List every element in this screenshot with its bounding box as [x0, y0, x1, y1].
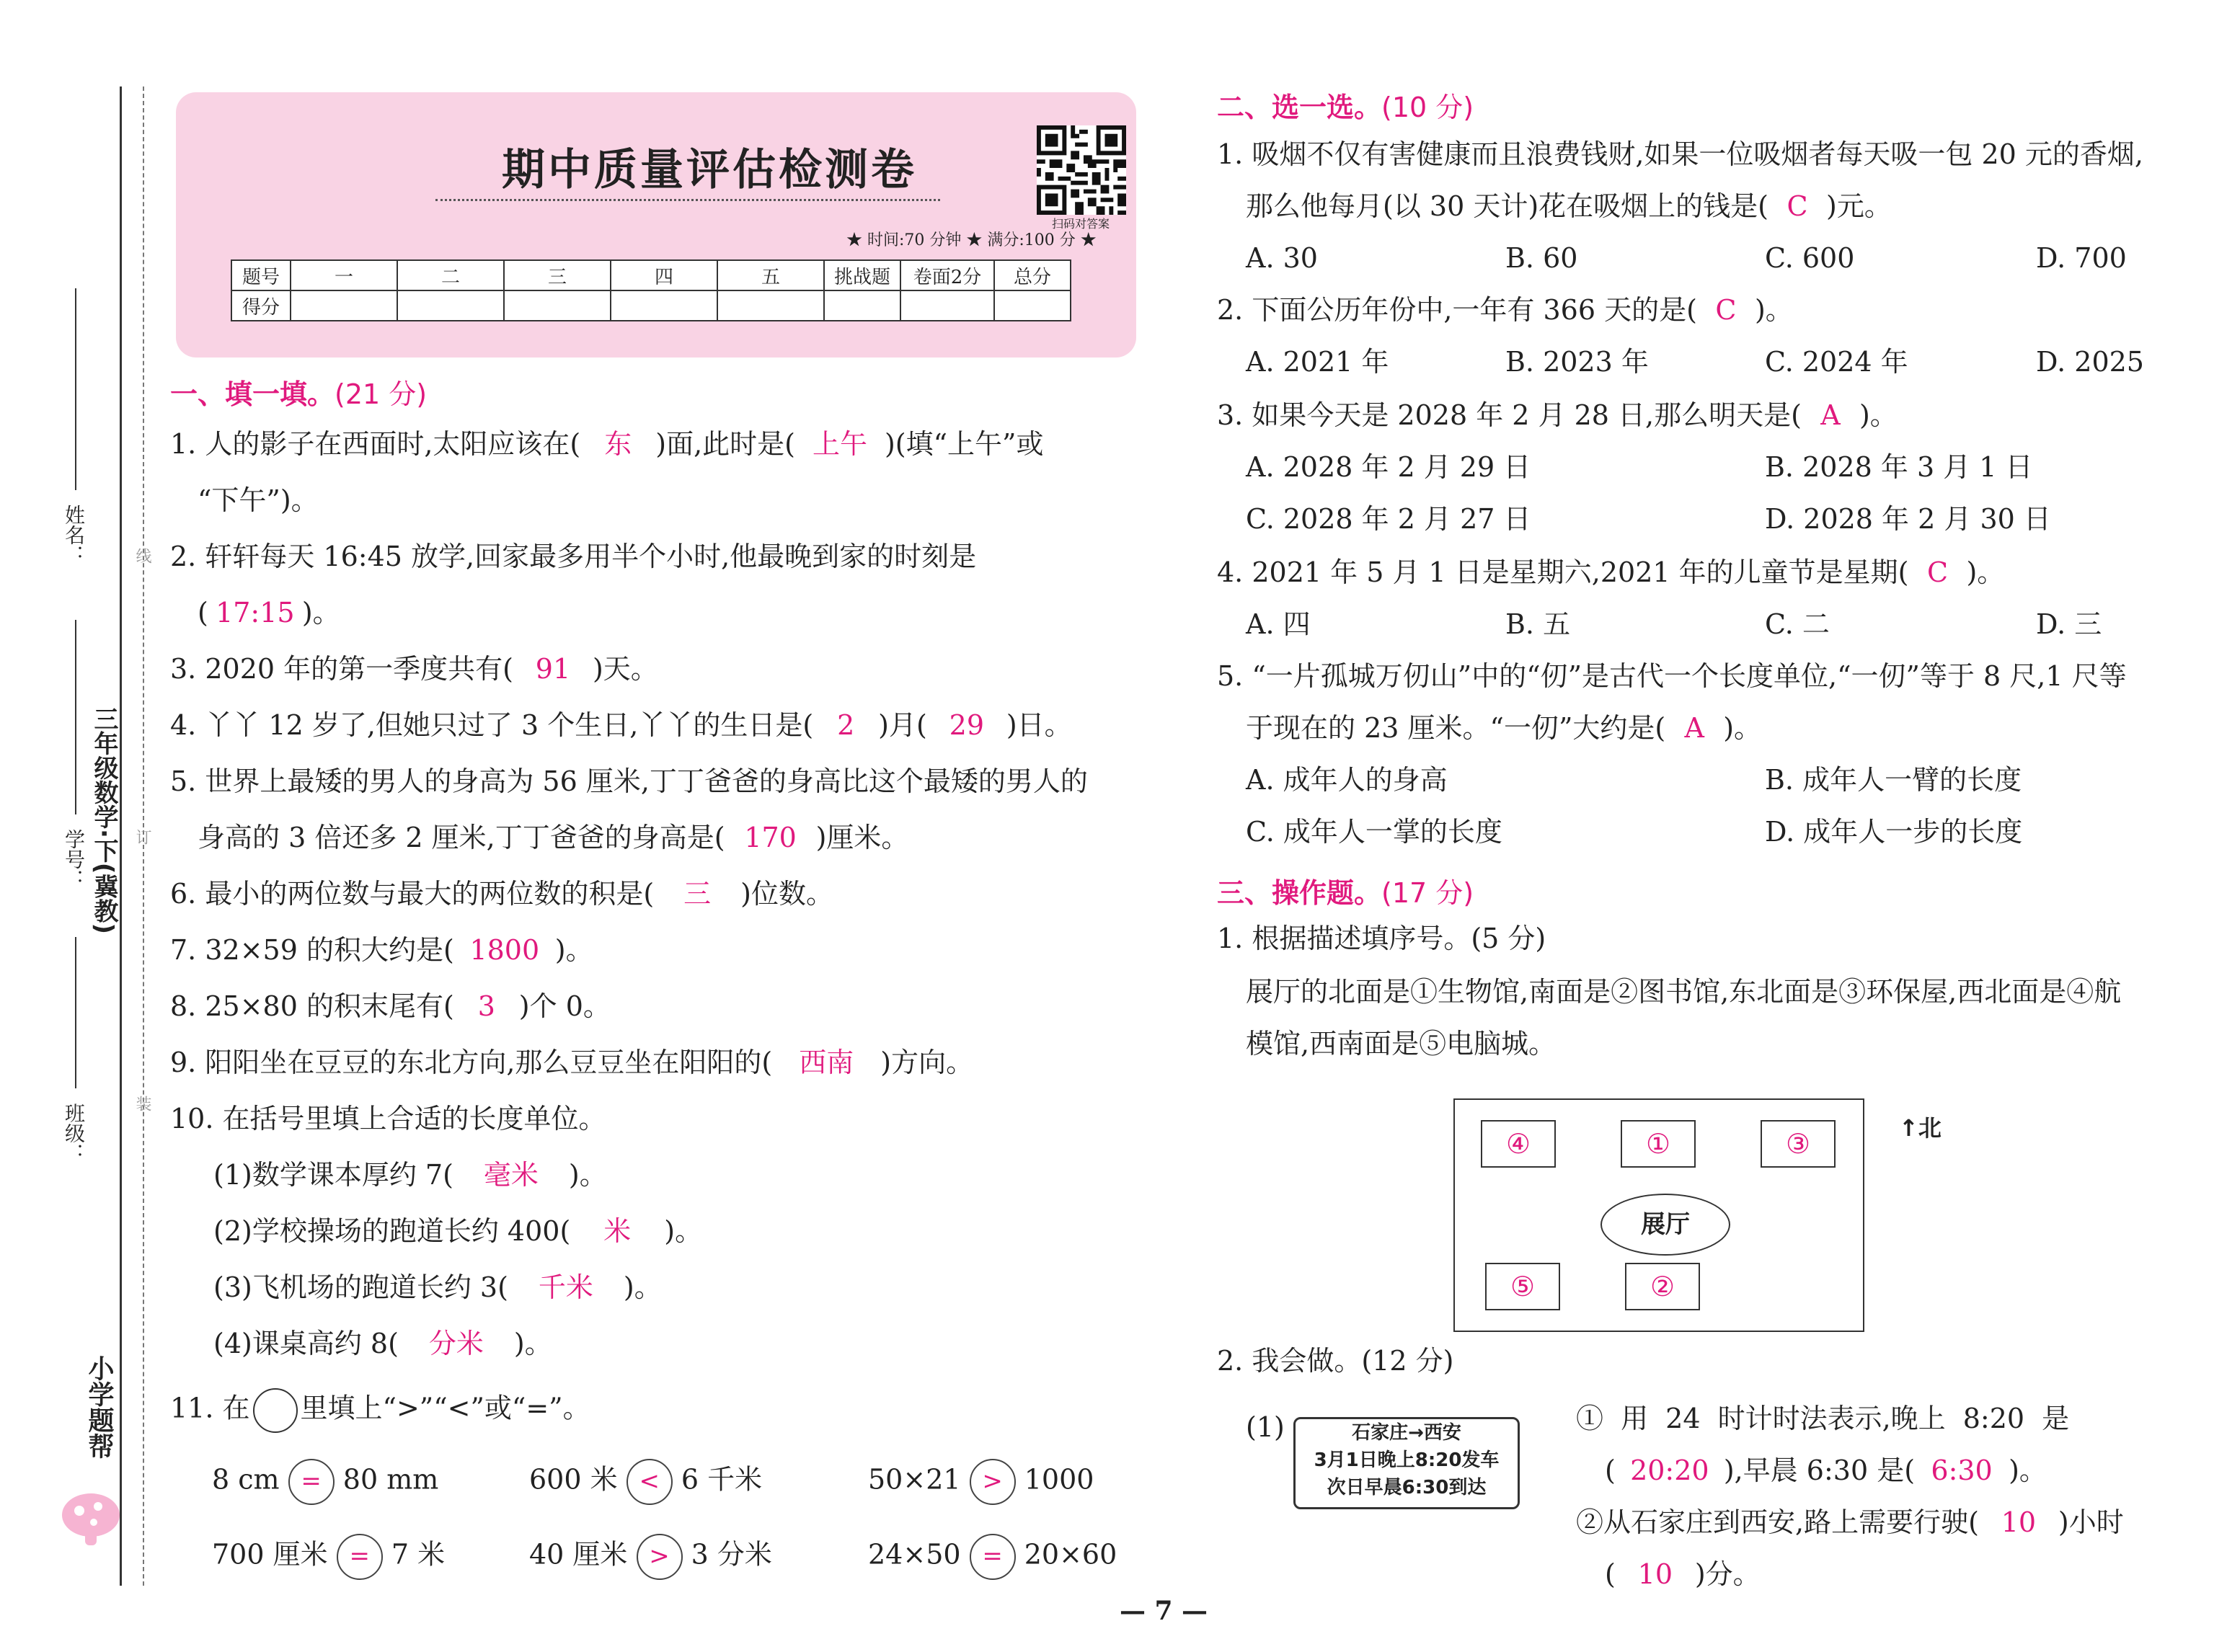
answer: 20:20	[1630, 1455, 1709, 1486]
score-table-header-row	[231, 260, 1071, 290]
s3-q2-2-cont: ( 10 )分。	[1605, 1558, 1761, 1590]
comparison-answer[interactable]: =	[970, 1534, 1016, 1580]
s3-q2-2: ②从石家庄到西安,路上需要行驶( 10 )小时	[1576, 1506, 2124, 1538]
section3-heading: 三、操作题。(17 分)	[1217, 877, 1474, 909]
score-col: 三	[504, 260, 611, 290]
exam-header	[176, 92, 1136, 358]
comparison: 600 米 < 6 千米	[529, 1459, 762, 1505]
id-blank[interactable]	[75, 620, 76, 814]
s1-q2-cont: ( 17:15 )。	[198, 597, 340, 629]
score-col: 二	[397, 260, 504, 290]
score-col: 一	[291, 260, 397, 290]
answer: 29	[949, 709, 984, 741]
score-table-score-row	[231, 290, 1071, 321]
answer: 上午	[812, 428, 867, 460]
class-blank[interactable]	[75, 937, 76, 1088]
option[interactable]: C. 二	[1765, 608, 1830, 640]
s1-q11: 11. 在 里填上“>”“<”或“=”。	[170, 1388, 590, 1433]
score-row-label: 得分	[231, 290, 291, 321]
comparison: 50×21 > 1000	[868, 1459, 1094, 1505]
comparison: 8 cm = 80 mm	[212, 1459, 438, 1505]
comparison-answer[interactable]: =	[337, 1534, 383, 1580]
score-table-label: 题号	[231, 260, 291, 290]
option[interactable]: D. 2028 年 2 月 30 日	[1765, 503, 2051, 535]
answer: 三	[683, 878, 712, 910]
answer: 10	[2001, 1506, 2037, 1538]
score-col: 卷面2分	[900, 260, 994, 290]
answer: 3	[477, 990, 495, 1022]
map-sw-box[interactable]: ⑤	[1485, 1263, 1560, 1310]
class-label: 班级：	[62, 1103, 86, 1163]
s2-q4: 4. 2021 年 5 月 1 日是星期六,2021 年的儿童节是星期( C )。	[1217, 556, 2005, 588]
s1-q5-cont: 身高的 3 倍还多 2 厘米,丁丁爸爸的身高是( 170 )厘米。	[198, 822, 909, 853]
s2-q5: 5. “一片孤城万仞山”中的“仞”是古代一个长度单位,“一仞”等于 8 尺,1 尺等	[1217, 660, 2127, 692]
s3-q2-num: (1)	[1246, 1411, 1285, 1443]
name-blank[interactable]	[75, 288, 76, 490]
map-s-box[interactable]: ②	[1625, 1263, 1700, 1310]
option[interactable]: B. 五	[1505, 608, 1571, 640]
s1-q1: 1. 人的影子在西面时,太阳应该在( 东 )面,此时是( 上午 )(填“上午”或	[170, 428, 1044, 460]
option[interactable]: C. 2028 年 2 月 27 日	[1246, 503, 1531, 535]
s1-q5: 5. 世界上最矮的男人的身高为 56 厘米,丁丁爸爸的身高比这个最矮的男人的	[170, 765, 1088, 797]
answer: 千米	[538, 1271, 593, 1303]
exhibition-map	[1453, 1098, 1864, 1332]
s1-q8: 8. 25×80 的积末尾有( 3 )个 0。	[170, 990, 611, 1022]
score-col: 四	[611, 260, 717, 290]
section2-heading: 二、选一选。(10 分)	[1217, 92, 1474, 123]
answer: 91	[535, 653, 571, 685]
option[interactable]: A. 2028 年 2 月 29 日	[1246, 451, 1531, 483]
dash-word-xian: 线	[133, 548, 151, 564]
s1-q10-1: (1)数学课本厚约 7( 毫米 )。	[213, 1159, 607, 1191]
answer: 10	[1637, 1558, 1673, 1590]
comparison-answer[interactable]: <	[627, 1459, 673, 1505]
s2-q3: 3. 如果今天是 2028 年 2 月 28 日,那么明天是( A )。	[1217, 399, 1898, 431]
map-ne-box[interactable]: ③	[1761, 1120, 1836, 1168]
dash-word-ding: 订	[133, 829, 151, 845]
ticket-route: 石家庄→西安	[1352, 1422, 1461, 1444]
s1-q4: 4. 丫丫 12 岁了,但她只过了 3 个生日,丫丫的生日是( 2 )月( 29 )日。	[170, 709, 1072, 741]
option[interactable]: C. 成年人一掌的长度	[1246, 816, 1502, 848]
book-label: 三年级数学·下(冀教)	[89, 706, 118, 934]
s1-q10-3: (3)飞机场的跑道长约 3( 千米 )。	[213, 1271, 662, 1303]
s2-q1: 1. 吸烟不仅有害健康而且浪费钱财,如果一位吸烟者每天吸一包 20 元的香烟,	[1217, 138, 2144, 170]
option[interactable]: B. 60	[1505, 242, 1578, 274]
answer: 170	[744, 822, 797, 853]
answer: C	[1787, 190, 1808, 222]
s3-q2-1: ① 用 24 时计时法表示,晚上 8:20 是	[1576, 1403, 2070, 1434]
exam-title: 期中质量评估检测卷	[502, 145, 917, 195]
option[interactable]: D. 三	[2036, 608, 2102, 640]
answer: 分米	[428, 1328, 484, 1359]
map-nw-box[interactable]: ④	[1481, 1120, 1556, 1168]
ticket-arrival: 次日早晨6:30到达	[1327, 1477, 1487, 1498]
map-center-hall: 展厅	[1600, 1194, 1730, 1256]
option[interactable]: D. 成年人一步的长度	[1765, 816, 2023, 848]
exam-info: ★ 时间:70 分钟 ★ 满分:100 分 ★	[846, 231, 1097, 249]
option[interactable]: A. 四	[1246, 608, 1311, 640]
dash-word-zhuang: 装	[133, 1096, 151, 1111]
north-arrow-icon: ↑	[1899, 1114, 1918, 1142]
score-cell[interactable]	[900, 290, 994, 321]
train-ticket	[1293, 1417, 1520, 1509]
title-underline	[435, 199, 940, 201]
score-col: 五	[717, 260, 824, 290]
score-cell[interactable]	[397, 290, 504, 321]
s1-q10-2: (2)学校操场的跑道长约 400( 米 )。	[213, 1215, 703, 1247]
id-label: 学号：	[62, 829, 86, 889]
s1-q6: 6. 最小的两位数与最大的两位数的积是( 三 )位数。	[170, 878, 833, 910]
option[interactable]: C. 2024 年	[1765, 346, 1908, 378]
s1-q9: 9. 阳阳坐在豆豆的东北方向,那么豆豆坐在阳阳的( 西南 )方向。	[170, 1047, 974, 1078]
map-n-box[interactable]: ①	[1621, 1120, 1696, 1168]
score-cell[interactable]	[291, 290, 397, 321]
answer: 17:15	[216, 597, 295, 629]
comparison: 24×50 = 20×60	[868, 1534, 1117, 1580]
brand-label: 小学题帮	[84, 1355, 114, 1459]
score-cell[interactable]	[994, 290, 1071, 321]
answer: C	[1926, 556, 1949, 588]
answer: C	[1715, 294, 1737, 326]
s2-q2: 2. 下面公历年份中,一年有 366 天的是( C )。	[1217, 294, 1793, 326]
name-label: 姓名：	[62, 505, 86, 565]
option[interactable]: C. 600	[1765, 242, 1855, 274]
s3-q1: 1. 根据描述填序号。(5 分)	[1217, 923, 1546, 954]
score-cell[interactable]	[504, 290, 611, 321]
comparison: 700 厘米 = 7 米	[212, 1534, 445, 1580]
option[interactable]: B. 2028 年 3 月 1 日	[1765, 451, 2033, 483]
comparison-answer[interactable]: >	[970, 1459, 1016, 1505]
qr-code-icon[interactable]	[1037, 125, 1126, 215]
ticket-departure: 3月1日晚上8:20发车	[1314, 1449, 1500, 1471]
score-table	[231, 259, 1071, 321]
option[interactable]: B. 2023 年	[1505, 346, 1649, 378]
s1-q2: 2. 轩轩每天 16:45 放学,回家最多用半个小时,他最晚到家的时刻是	[170, 541, 977, 572]
s1-q7: 7. 32×59 的积大约是( 1800 )。	[170, 934, 593, 966]
section1-heading: 一、填一填。(21 分)	[170, 378, 428, 410]
page-number: — 7 —	[1119, 1596, 1208, 1626]
s1-q10-4: (4)课桌高约 8( 分米 )。	[213, 1328, 552, 1359]
s3-q2-1-cont: ( 20:20 ),早晨 6:30 是( 6:30 )。	[1605, 1455, 2047, 1486]
answer: 1800	[469, 934, 540, 966]
score-col: 总分	[994, 260, 1071, 290]
circle-blank-icon	[253, 1388, 298, 1433]
answer: 2	[837, 709, 855, 741]
qr-caption: 扫码对答案	[1051, 217, 1110, 231]
answer: 西南	[799, 1047, 854, 1078]
answer: A	[1820, 399, 1841, 431]
s3-q1-desc: 展厅的北面是①生物馆,南面是②图书馆,东北面是③环保屋,西北面是④航	[1246, 976, 2122, 1008]
score-cell[interactable]	[717, 290, 824, 321]
answer: A	[1684, 712, 1704, 744]
s1-q1-cont: “下午”)。	[198, 484, 319, 516]
score-col: 挑战题	[824, 260, 900, 290]
s3-q2: 2. 我会做。(12 分)	[1217, 1345, 1454, 1377]
s2-q5-cont: 于现在的 23 厘米。“一仞”大约是( A )。	[1246, 712, 1762, 744]
answer: 6:30	[1931, 1455, 1993, 1486]
option[interactable]: A. 2021 年	[1246, 346, 1389, 378]
comparison: 40 厘米 > 3 分米	[529, 1534, 772, 1580]
s1-q10: 10. 在括号里填上合适的长度单位。	[170, 1103, 606, 1134]
comparison-answer[interactable]: =	[288, 1459, 335, 1505]
option[interactable]: D. 700	[2036, 242, 2127, 274]
comparison-answer[interactable]: >	[637, 1534, 683, 1580]
score-cell[interactable]	[611, 290, 717, 321]
north-indicator: ↑北	[1899, 1114, 1942, 1142]
answer: 毫米	[483, 1159, 539, 1191]
score-cell[interactable]	[824, 290, 900, 321]
option[interactable]: A. 成年人的身高	[1246, 764, 1448, 796]
option[interactable]: A. 30	[1246, 242, 1318, 274]
option[interactable]: D. 2025	[2036, 346, 2144, 378]
s1-q3: 3. 2020 年的第一季度共有( 91 )天。	[170, 653, 658, 685]
answer: 东	[604, 428, 632, 460]
s2-q1-cont: 那么他每月(以 30 天计)花在吸烟上的钱是( C )元。	[1246, 190, 1892, 222]
answer: 米	[603, 1215, 632, 1247]
mushroom-logo-icon	[53, 1485, 133, 1550]
option[interactable]: B. 成年人一臂的长度	[1765, 764, 2022, 796]
s3-q1-desc-cont: 模馆,西南面是⑤电脑城。	[1246, 1028, 1557, 1060]
